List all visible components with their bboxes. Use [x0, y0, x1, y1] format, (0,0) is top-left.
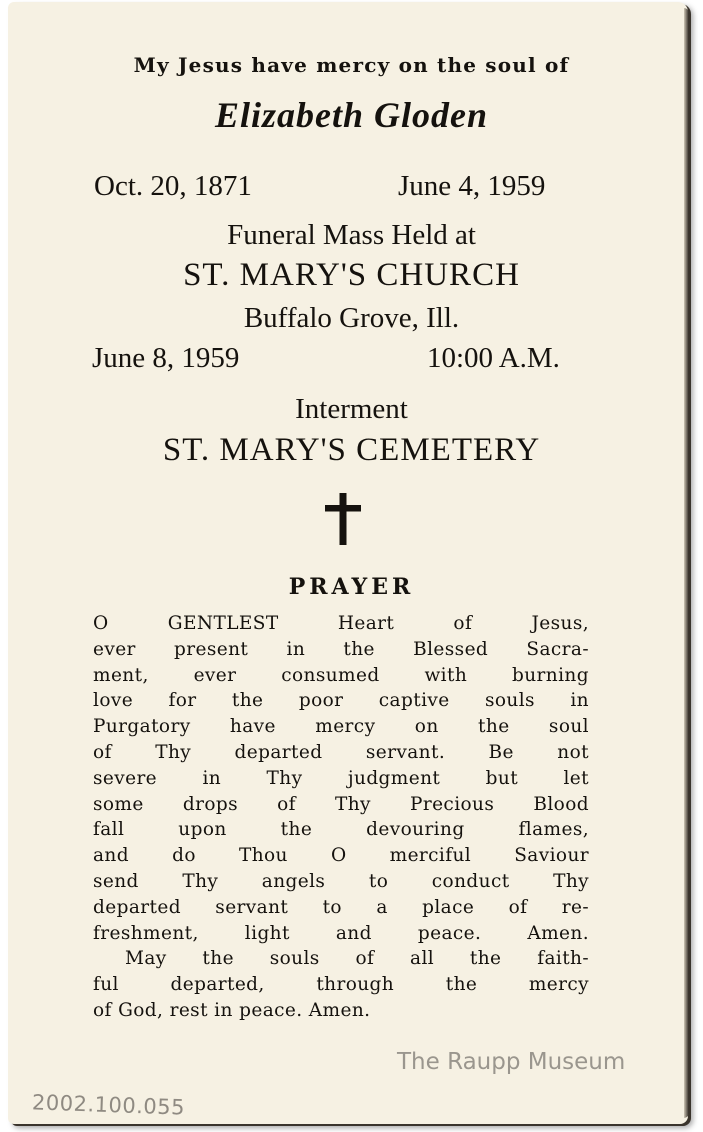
- prayer-line: fall upon the devouring flames,: [93, 819, 589, 841]
- latin-cross-icon: [325, 493, 361, 545]
- prayer-line: ful departed, through the mercy: [93, 974, 589, 996]
- card-header: My Jesus have mercy on the soul of: [133, 53, 570, 77]
- mass-date: June 8, 1959: [92, 342, 240, 374]
- prayer-line: of Thy departed servant. Be not: [93, 741, 589, 763]
- prayer-text: [93, 611, 589, 1024]
- prayer-line: and do Thou O merciful Saviour: [93, 845, 589, 867]
- interment-heading: Interment: [295, 393, 408, 425]
- cemetery-name: ST. MARY'S CEMETERY: [162, 432, 541, 468]
- church-city: Buffalo Grove, Ill.: [243, 302, 460, 334]
- prayer-line: Purgatory have mercy on the soul: [93, 716, 589, 738]
- prayer-line: ever present in the Blessed Sacra-: [93, 638, 589, 660]
- museum-watermark: The Raupp Museum: [397, 1049, 626, 1075]
- birth-date: Oct. 20, 1871: [94, 170, 252, 202]
- church-name: ST. MARY'S CHURCH: [183, 257, 520, 293]
- prayer-line: O GENTLEST Heart of Jesus,: [93, 613, 589, 634]
- deceased-name: Elizabeth Gloden: [214, 95, 489, 135]
- prayer-line: departed servant to a place of re-: [93, 896, 589, 918]
- prayer-line: send Thy angels to conduct Thy: [93, 870, 589, 892]
- prayer-line: love for the poor captive souls in: [93, 690, 589, 712]
- death-date: June 4, 1959: [398, 170, 546, 202]
- prayer-line: of God, rest in peace. Amen.: [93, 999, 371, 1021]
- card-edge: [684, 8, 689, 1118]
- prayer-line: severe in Thy judgment but let: [93, 767, 589, 789]
- mass-time: 10:00 A.M.: [427, 342, 560, 374]
- prayer-line: some drops of Thy Precious Blood: [93, 793, 589, 815]
- prayer-line: ment, ever consumed with burning: [93, 664, 589, 686]
- prayer-title: PRAYER: [288, 574, 415, 600]
- prayer-line: May the souls of all the faith-: [125, 948, 589, 970]
- accession-number: 2002.100.055: [31, 1090, 186, 1120]
- prayer-line: freshment, light and peace. Amen.: [93, 922, 589, 944]
- mass-heading: Funeral Mass Held at: [227, 219, 476, 251]
